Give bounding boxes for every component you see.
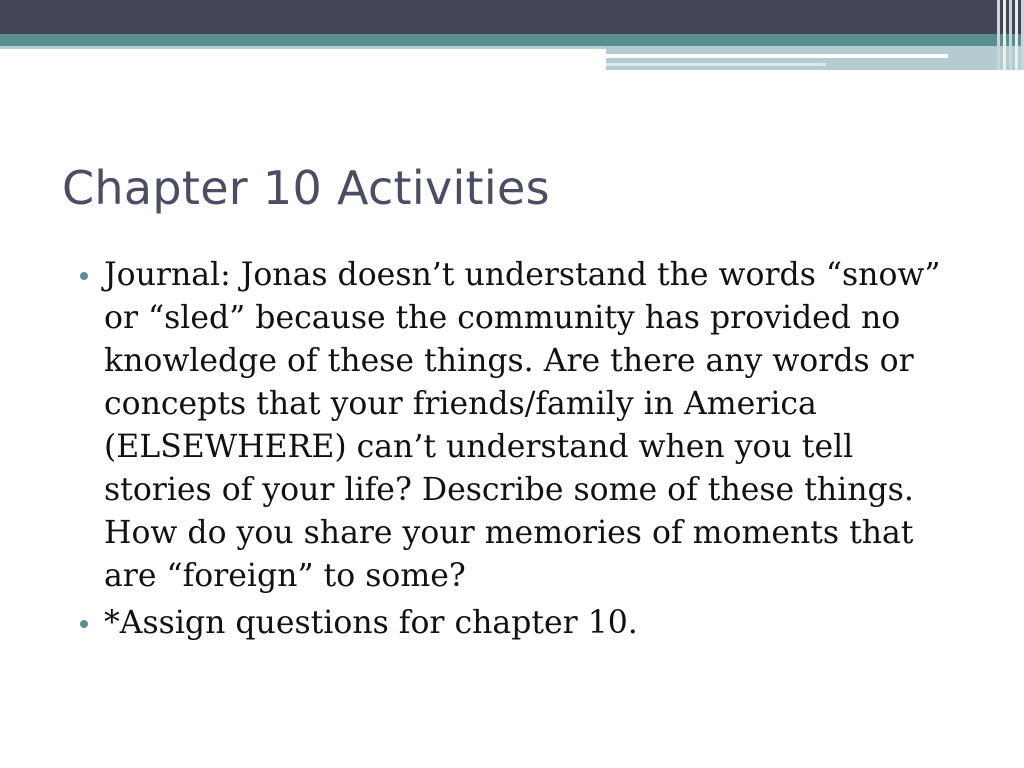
- stripe: [1003, 0, 1006, 70]
- header-band-teal: [0, 34, 1024, 46]
- stripe: [1009, 0, 1012, 70]
- header-stripes: [992, 0, 1024, 70]
- bullet-item: [74, 602, 954, 645]
- stripe: [997, 0, 1000, 70]
- header-band-light: [0, 46, 606, 49]
- header-tab-block: [606, 46, 1024, 70]
- bullet-dot-icon: [80, 272, 88, 280]
- bullet-dot-icon: [80, 620, 88, 628]
- stripe: [1015, 0, 1018, 70]
- bullet-text: Journal: Jonas doesn’t understand the words “snow” or “sled” because the community has provided no knowledge of these things. Are there any words or concepts that your friends/family in America (ELSEWHERE) can’t understand when you tell stories of your life? Describe some of these things. How do you share your memories of moments that are “foreign” to some?: [104, 257, 941, 594]
- slide-title: Chapter 10 Activities: [62, 161, 550, 215]
- header-tab-line: [606, 63, 826, 66]
- header-tab-line: [606, 54, 948, 58]
- bullet-text: *Assign questions for chapter 10.: [104, 605, 638, 641]
- header-band-dark: [0, 0, 1024, 34]
- bullet-item: [74, 254, 954, 598]
- bullet-list: [74, 254, 954, 649]
